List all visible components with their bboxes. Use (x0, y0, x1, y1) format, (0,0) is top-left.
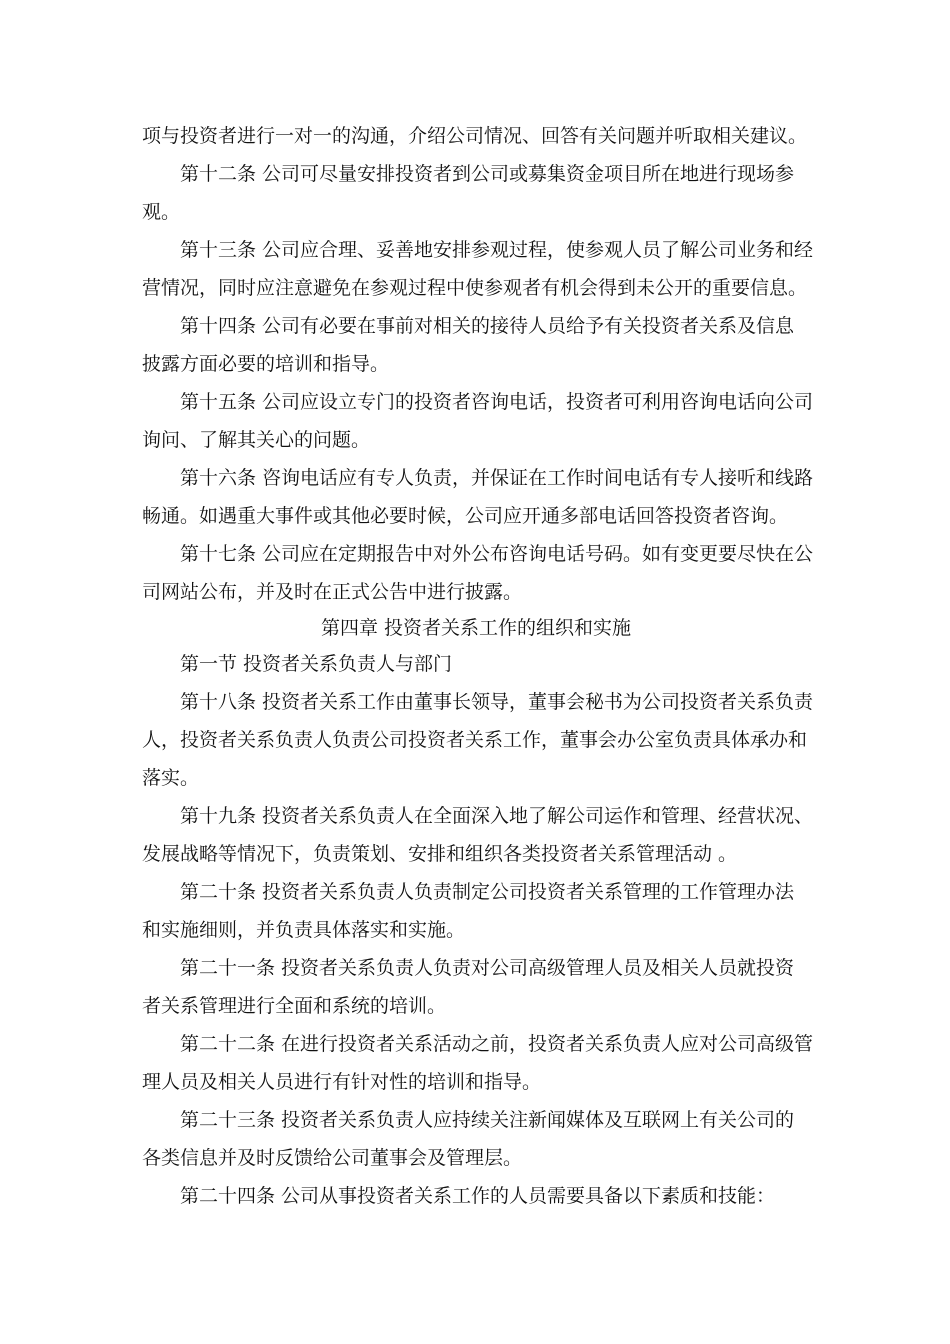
article-20-line: 第二十条 投资者关系负责人负责制定公司投资者关系管理的工作管理办法 (180, 881, 795, 903)
text-line: 发展战略等情况下，负责策划、安排和组织各类投资者关系管理活动 。 (142, 843, 738, 865)
article-21-line: 第二十一条 投资者关系负责人负责对公司高级管理人员及相关人员就投资 (180, 957, 795, 979)
chapter-heading: 第四章 投资者关系工作的组织和实施 (320, 617, 632, 639)
article-23-line: 第二十三条 投资者关系负责人应持续关注新闻媒体及互联网上有关公司的 (180, 1109, 795, 1131)
text-line: 司网站公布，并及时在正式公告中进行披露。 (142, 581, 523, 603)
article-13-line: 第十三条 公司应合理、妥善地安排参观过程，使参观人员了解公司业务和经 (180, 239, 814, 261)
article-18-line: 第十八条 投资者关系工作由董事长领导，董事会秘书为公司投资者关系负责 (180, 691, 814, 713)
article-15-line: 第十五条 公司应设立专门的投资者咨询电话，投资者可利用咨询电话向公司 (180, 391, 814, 413)
text-line: 营情况，同时应注意避免在参观过程中使参观者有机会得到未公开的重要信息。 (142, 277, 808, 299)
text-line: 询问、了解其关心的问题。 (142, 429, 371, 451)
article-17-line: 第十七条 公司应在定期报告中对外公布咨询电话号码。如有变更要尽快在公 (180, 543, 814, 565)
text-line: 观。 (142, 201, 181, 223)
article-24-line: 第二十四条 公司从事投资者关系工作的人员需要具备以下素质和技能： (180, 1185, 776, 1207)
text-line: 项与投资者进行一对一的沟通，介绍公司情况、回答有关问题并听取相关建议。 (142, 125, 808, 147)
text-line: 理人员及相关人员进行有针对性的培训和指导。 (142, 1071, 542, 1093)
article-14-line: 第十四条 公司有必要在事前对相关的接待人员给予有关投资者关系及信息 (180, 315, 795, 337)
article-12-line: 第十二条 公司可尽量安排投资者到公司或募集资金项目所在地进行现场参 (180, 163, 795, 185)
text-line: 者关系管理进行全面和系统的培训。 (142, 995, 447, 1017)
text-line: 人，投资者关系负责人负责公司投资者关系工作，董事会办公室负责具体承办和 (142, 729, 808, 751)
text-line: 畅通。如遇重大事件或其他必要时候，公司应开通多部电话回答投资者咨询。 (142, 505, 789, 527)
article-22-line: 第二十二条 在进行投资者关系活动之前，投资者关系负责人应对公司高级管 (180, 1033, 814, 1055)
section-heading: 第一节 投资者关系负责人与部门 (180, 653, 453, 675)
article-16-line: 第十六条 咨询电话应有专人负责，并保证在工作时间电话有专人接听和线路 (180, 467, 814, 489)
text-line: 和实施细则，并负责具体落实和实施。 (142, 919, 466, 941)
text-line: 落实。 (142, 767, 200, 789)
text-line: 各类信息并及时反馈给公司董事会及管理层。 (142, 1147, 523, 1169)
text-line: 披露方面必要的培训和指导。 (142, 353, 390, 375)
article-19-line: 第十九条 投资者关系负责人在全面深入地了解公司运作和管理、经营状况、 (180, 805, 814, 827)
